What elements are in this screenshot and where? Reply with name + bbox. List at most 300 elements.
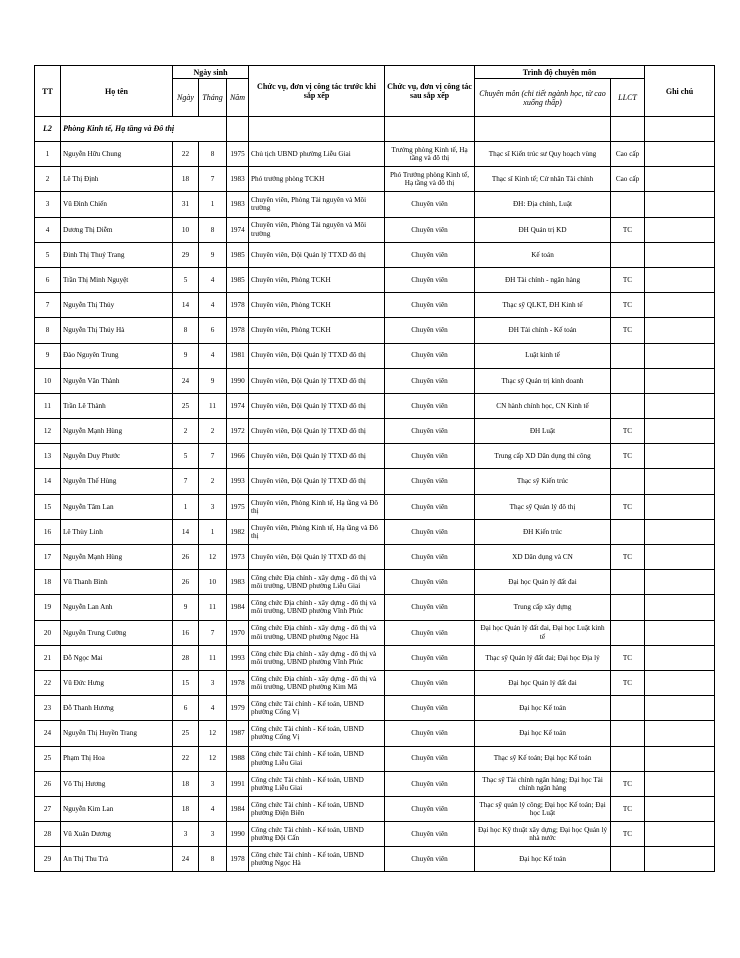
row-position-before: Chuyên viên, Phòng TCKH: [249, 318, 385, 343]
row-name: Trần Lê Thành: [61, 393, 173, 418]
row-birth-month: 11: [199, 595, 227, 620]
table-row: [35, 343, 715, 368]
row-birth-month: 2: [199, 469, 227, 494]
row-birth-month: 4: [199, 796, 227, 821]
row-name: Nguyễn Lan Anh: [61, 595, 173, 620]
row-position-before: Chuyên viên, Đội Quản lý TTXD đô thị: [249, 242, 385, 267]
row-birth-day: 6: [173, 696, 199, 721]
row-name: Lê Thị Định: [61, 167, 173, 192]
row-name: Nguyễn Thị Thủy: [61, 293, 173, 318]
row-notes: [645, 293, 715, 318]
row-notes: [645, 670, 715, 695]
row-name: Nguyễn Văn Thành: [61, 368, 173, 393]
row-specialty: Đại học Quản lý đất đai: [475, 570, 611, 595]
row-birth-year: 1978: [227, 847, 249, 872]
row-position-before: Công chức Tài chính - Kế toán, UBND phường Ngọc Hà: [249, 847, 385, 872]
row-position-after: Trưởng phòng Kinh tế, Hạ tầng và đô thị: [385, 142, 475, 167]
row-number: 20: [35, 620, 61, 645]
row-specialty: Đại học Kế toán: [475, 721, 611, 746]
row-name: Đỗ Thanh Hương: [61, 696, 173, 721]
row-position-after: Chuyên viên: [385, 822, 475, 847]
row-llct: [611, 595, 645, 620]
row-specialty: Đại học Kế toán: [475, 696, 611, 721]
row-specialty: Thạc sỹ Kế toán; Đại học Kế toán: [475, 746, 611, 771]
row-position-after: Chuyên viên: [385, 293, 475, 318]
row-number: 16: [35, 519, 61, 544]
row-birth-day: 18: [173, 796, 199, 821]
row-notes: [645, 721, 715, 746]
row-name: Đinh Thị Thuý Trang: [61, 242, 173, 267]
row-position-before: Công chức Địa chính - xây dựng - đô thị và môi trường, UBND phường Vĩnh Phúc: [249, 645, 385, 670]
row-position-after: Chuyên viên: [385, 469, 475, 494]
row-birth-month: 1: [199, 519, 227, 544]
row-position-before: Công chức Tài chính - Kế toán, UBND phường Đội Cấn: [249, 822, 385, 847]
row-birth-year: 1974: [227, 393, 249, 418]
row-position-before: Phó trưởng phòng TCKH: [249, 167, 385, 192]
row-birth-year: 1988: [227, 746, 249, 771]
row-llct: [611, 620, 645, 645]
row-birth-year: 1973: [227, 545, 249, 570]
row-name: Vũ Thanh Bình: [61, 570, 173, 595]
row-name: Nguyễn Hữu Chung: [61, 142, 173, 167]
row-birth-month: 4: [199, 293, 227, 318]
row-birth-month: 10: [199, 570, 227, 595]
row-birth-day: 26: [173, 545, 199, 570]
header-name: Họ tên: [61, 66, 173, 117]
row-position-after: Chuyên viên: [385, 419, 475, 444]
row-specialty: ĐH Luật: [475, 419, 611, 444]
row-name: Vũ Đức Hưng: [61, 670, 173, 695]
row-name: Dương Thị Diễm: [61, 217, 173, 242]
row-birth-day: 28: [173, 645, 199, 670]
row-notes: [645, 393, 715, 418]
row-specialty: Thạc sĩ Kinh tế; Cử nhân Tài chính: [475, 167, 611, 192]
table-row: [35, 167, 715, 192]
row-position-before: Công chức Tài chính - Kế toán, UBND phường Cống Vị: [249, 721, 385, 746]
row-specialty: XD Dân dụng và CN: [475, 545, 611, 570]
row-notes: [645, 570, 715, 595]
row-position-before: Chuyên viên, Đội Quản lý TTXD đô thị: [249, 444, 385, 469]
row-position-before: Công chức Địa chính - xây dựng - đô thị và môi trường, UBND phường Kim Mã: [249, 670, 385, 695]
row-position-after: Chuyên viên: [385, 343, 475, 368]
row-birth-month: 4: [199, 267, 227, 292]
row-position-before: Công chức Địa chính - xây dựng - đô thị và môi trường, UBND phường Vĩnh Phúc: [249, 595, 385, 620]
row-birth-day: 29: [173, 242, 199, 267]
row-name: Trần Thị Minh Nguyệt: [61, 267, 173, 292]
row-number: 27: [35, 796, 61, 821]
table-row: [35, 696, 715, 721]
header-specialty: Chuyên môn (chi tiết ngành học, từ cao xuống thấp): [475, 79, 611, 117]
row-notes: [645, 746, 715, 771]
row-name: An Thị Thu Trà: [61, 847, 173, 872]
row-position-after: Chuyên viên: [385, 620, 475, 645]
row-notes: [645, 847, 715, 872]
row-birth-year: 1975: [227, 494, 249, 519]
row-position-before: Chuyên viên, Đội Quản lý TTXD đô thị: [249, 545, 385, 570]
header-llct: LLCT: [611, 79, 645, 117]
row-name: Nguyễn Duy Phước: [61, 444, 173, 469]
row-specialty: ĐH Tài chính - Kế toán: [475, 318, 611, 343]
row-llct: [611, 343, 645, 368]
row-birth-day: 22: [173, 746, 199, 771]
row-specialty: Thạc sỹ Kiến trúc: [475, 469, 611, 494]
row-birth-day: 9: [173, 343, 199, 368]
header-month: Tháng: [199, 79, 227, 117]
row-birth-year: 1984: [227, 595, 249, 620]
row-position-before: Chuyên viên, Phòng TCKH: [249, 267, 385, 292]
row-llct: [611, 746, 645, 771]
row-llct: [611, 393, 645, 418]
row-llct: TC: [611, 444, 645, 469]
row-birth-year: 1975: [227, 142, 249, 167]
row-position-before: Công chức Tài chính - Kế toán, UBND phường Cống Vị: [249, 696, 385, 721]
row-llct: [611, 570, 645, 595]
table-row: [35, 771, 715, 796]
row-position-after: Chuyên viên: [385, 318, 475, 343]
row-birth-month: 6: [199, 318, 227, 343]
row-position-before: Chuyên viên, Phòng TCKH: [249, 293, 385, 318]
row-birth-day: 2: [173, 419, 199, 444]
row-number: 10: [35, 368, 61, 393]
table-row: [35, 393, 715, 418]
row-birth-month: 3: [199, 771, 227, 796]
row-specialty: CN hành chính học, CN Kinh tế: [475, 393, 611, 418]
table-row: [35, 217, 715, 242]
row-number: 6: [35, 267, 61, 292]
row-birth-month: 4: [199, 696, 227, 721]
row-birth-year: 1978: [227, 670, 249, 695]
row-notes: [645, 343, 715, 368]
row-position-after: Chuyên viên: [385, 242, 475, 267]
row-number: 29: [35, 847, 61, 872]
row-llct: [611, 519, 645, 544]
row-position-before: Chuyên viên, Phòng Tài nguyên và Môi trường: [249, 192, 385, 217]
row-birth-month: 4: [199, 343, 227, 368]
row-number: 24: [35, 721, 61, 746]
row-position-before: Chuyên viên, Đội Quản lý TTXD đô thị: [249, 368, 385, 393]
row-name: Đào Nguyên Trung: [61, 343, 173, 368]
row-position-after: Chuyên viên: [385, 192, 475, 217]
row-number: 5: [35, 242, 61, 267]
row-position-before: Chuyên viên, Đội Quản lý TTXD đô thị: [249, 469, 385, 494]
row-birth-day: 14: [173, 293, 199, 318]
row-specialty: ĐH Tài chính - ngân hàng: [475, 267, 611, 292]
row-birth-day: 24: [173, 368, 199, 393]
row-llct: [611, 192, 645, 217]
row-position-after: Chuyên viên: [385, 393, 475, 418]
row-specialty: Thạc sĩ Kiến trúc sư Quy hoạch vùng: [475, 142, 611, 167]
row-birth-month: 12: [199, 746, 227, 771]
row-number: 7: [35, 293, 61, 318]
header-day: Ngày: [173, 79, 199, 117]
table-row: [35, 192, 715, 217]
section-number: L2: [35, 117, 61, 142]
row-position-after: Chuyên viên: [385, 267, 475, 292]
row-notes: [645, 620, 715, 645]
row-notes: [645, 419, 715, 444]
header-year: Năm: [227, 79, 249, 117]
row-position-before: Chuyên viên, Đội Quản lý TTXD đô thị: [249, 343, 385, 368]
table-row: [35, 318, 715, 343]
row-birth-day: 25: [173, 721, 199, 746]
row-number: 14: [35, 469, 61, 494]
table-row: [35, 847, 715, 872]
row-position-after: Chuyên viên: [385, 368, 475, 393]
row-birth-year: 1982: [227, 519, 249, 544]
row-position-before: Công chức Địa chính - xây dựng - đô thị và môi trường, UBND phường Liễu Giai: [249, 570, 385, 595]
row-birth-day: 22: [173, 142, 199, 167]
table-row: [35, 293, 715, 318]
row-llct: TC: [611, 771, 645, 796]
row-birth-month: 7: [199, 620, 227, 645]
row-name: Nguyễn Thế Hùng: [61, 469, 173, 494]
row-position-after: Chuyên viên: [385, 721, 475, 746]
row-llct: Cao cấp: [611, 167, 645, 192]
table-row: [35, 721, 715, 746]
row-number: 26: [35, 771, 61, 796]
row-birth-day: 16: [173, 620, 199, 645]
row-number: 23: [35, 696, 61, 721]
row-llct: TC: [611, 293, 645, 318]
row-birth-month: 8: [199, 847, 227, 872]
row-llct: TC: [611, 494, 645, 519]
row-number: 19: [35, 595, 61, 620]
row-birth-year: 1990: [227, 822, 249, 847]
row-number: 11: [35, 393, 61, 418]
row-birth-year: 1970: [227, 620, 249, 645]
table-row: [35, 519, 715, 544]
table-row: [35, 822, 715, 847]
row-notes: [645, 217, 715, 242]
row-birth-day: 1: [173, 494, 199, 519]
row-llct: TC: [611, 267, 645, 292]
row-specialty: Luật kinh tế: [475, 343, 611, 368]
header-qualification: Trình độ chuyên môn: [475, 66, 645, 79]
row-position-after: Chuyên viên: [385, 645, 475, 670]
row-notes: [645, 368, 715, 393]
row-specialty: Trung cấp XD Dân dụng thi công: [475, 444, 611, 469]
row-position-before: Công chức Địa chính - xây dựng - đô thị và môi trường, UBND phường Ngọc Hà: [249, 620, 385, 645]
row-notes: [645, 545, 715, 570]
row-specialty: Thạc sỹ QLKT, ĐH Kinh tế: [475, 293, 611, 318]
row-birth-year: 1974: [227, 217, 249, 242]
row-birth-year: 1978: [227, 318, 249, 343]
table-row: [35, 595, 715, 620]
row-notes: [645, 444, 715, 469]
table-row: [35, 368, 715, 393]
row-position-after: Chuyên viên: [385, 595, 475, 620]
row-number: 2: [35, 167, 61, 192]
section-row: [35, 117, 715, 142]
row-number: 13: [35, 444, 61, 469]
row-position-after: Phó Trưởng phòng Kinh tế, Hạ tầng và đô thị: [385, 167, 475, 192]
row-birth-year: 1985: [227, 267, 249, 292]
row-notes: [645, 318, 715, 343]
staff-table: [34, 65, 715, 872]
row-birth-month: 11: [199, 393, 227, 418]
row-number: 3: [35, 192, 61, 217]
row-llct: [611, 847, 645, 872]
row-position-before: Chủ tịch UBND phường Liễu Giai: [249, 142, 385, 167]
row-llct: TC: [611, 545, 645, 570]
row-name: Nguyễn Mạnh Hùng: [61, 419, 173, 444]
row-specialty: Đại học Quản lý đất đai, Đại học Luật kinh tế: [475, 620, 611, 645]
row-number: 28: [35, 822, 61, 847]
row-birth-day: 14: [173, 519, 199, 544]
row-specialty: Đại học Kỹ thuật xây dựng; Đại học Quản lý nhà nước: [475, 822, 611, 847]
row-llct: [611, 696, 645, 721]
header-notes: Ghi chú: [645, 66, 715, 117]
row-birth-day: 8: [173, 318, 199, 343]
row-birth-year: 1993: [227, 645, 249, 670]
row-name: Nguyễn Kim Lan: [61, 796, 173, 821]
row-birth-day: 15: [173, 670, 199, 695]
row-birth-year: 1983: [227, 192, 249, 217]
row-number: 8: [35, 318, 61, 343]
row-notes: [645, 469, 715, 494]
row-position-after: Chuyên viên: [385, 519, 475, 544]
row-birth-month: 12: [199, 721, 227, 746]
row-position-after: Chuyên viên: [385, 545, 475, 570]
row-birth-month: 1: [199, 192, 227, 217]
row-llct: TC: [611, 419, 645, 444]
row-notes: [645, 142, 715, 167]
row-llct: [611, 242, 645, 267]
row-name: Nguyễn Thị Huyền Trang: [61, 721, 173, 746]
row-position-before: Công chức Tài chính - Kế toán, UBND phường Điện Biên: [249, 796, 385, 821]
row-name: Đỗ Ngọc Mai: [61, 645, 173, 670]
row-specialty: Thạc sỹ quản lý công; Đại học Kế toán; Đại học Luật: [475, 796, 611, 821]
row-birth-year: 1966: [227, 444, 249, 469]
row-birth-month: 8: [199, 217, 227, 242]
header-tt: TT: [35, 66, 61, 117]
row-birth-year: 1987: [227, 721, 249, 746]
table-row: [35, 419, 715, 444]
row-birth-day: 10: [173, 217, 199, 242]
table-row: [35, 242, 715, 267]
row-number: 22: [35, 670, 61, 695]
row-name: Phạm Thị Hoa: [61, 746, 173, 771]
row-name: Nguyễn Trung Cường: [61, 620, 173, 645]
row-birth-month: 11: [199, 645, 227, 670]
row-number: 25: [35, 746, 61, 771]
row-birth-month: 7: [199, 167, 227, 192]
row-birth-year: 1981: [227, 343, 249, 368]
row-position-after: Chuyên viên: [385, 746, 475, 771]
row-birth-year: 1978: [227, 293, 249, 318]
row-position-before: Công chức Tài chính - Kế toán, UBND phường Liễu Giai: [249, 746, 385, 771]
row-notes: [645, 192, 715, 217]
table-row: [35, 469, 715, 494]
row-birth-month: 7: [199, 444, 227, 469]
row-specialty: Thạc sỹ Quản trị kinh doanh: [475, 368, 611, 393]
row-notes: [645, 595, 715, 620]
row-birth-day: 25: [173, 393, 199, 418]
row-specialty: Đại học Quản lý đất đai: [475, 670, 611, 695]
row-birth-day: 18: [173, 167, 199, 192]
row-position-after: Chuyên viên: [385, 494, 475, 519]
header-birthdate: Ngày sinh: [173, 66, 249, 79]
row-birth-year: 1984: [227, 796, 249, 821]
table-row: [35, 267, 715, 292]
table-row: [35, 494, 715, 519]
row-position-after: Chuyên viên: [385, 670, 475, 695]
row-notes: [645, 796, 715, 821]
row-specialty: Kế toán: [475, 242, 611, 267]
row-specialty: ĐH: Địa chính, Luật: [475, 192, 611, 217]
row-birth-day: 9: [173, 595, 199, 620]
row-llct: TC: [611, 318, 645, 343]
row-notes: [645, 771, 715, 796]
row-position-after: Chuyên viên: [385, 217, 475, 242]
row-notes: [645, 167, 715, 192]
row-birth-day: 18: [173, 771, 199, 796]
row-number: 9: [35, 343, 61, 368]
row-number: 12: [35, 419, 61, 444]
row-llct: TC: [611, 670, 645, 695]
row-name: Vũ Đình Chiến: [61, 192, 173, 217]
row-birth-day: 7: [173, 469, 199, 494]
row-birth-day: 26: [173, 570, 199, 595]
row-notes: [645, 519, 715, 544]
row-position-before: Chuyên viên, Phòng Tài nguyên và Môi trường: [249, 217, 385, 242]
row-name: Vũ Xuân Dương: [61, 822, 173, 847]
row-birth-day: 5: [173, 444, 199, 469]
row-birth-day: 31: [173, 192, 199, 217]
table-row: [35, 142, 715, 167]
row-birth-month: 2: [199, 419, 227, 444]
row-notes: [645, 696, 715, 721]
row-notes: [645, 267, 715, 292]
table-row: [35, 545, 715, 570]
document-page: [34, 65, 715, 872]
row-birth-day: 5: [173, 267, 199, 292]
row-specialty: Thạc sỹ Quản lý đô thị: [475, 494, 611, 519]
row-birth-year: 1983: [227, 167, 249, 192]
row-position-after: Chuyên viên: [385, 847, 475, 872]
row-name: Nguyễn Thị Thúy Hà: [61, 318, 173, 343]
row-birth-month: 3: [199, 822, 227, 847]
row-specialty: ĐH Kiến trúc: [475, 519, 611, 544]
row-birth-year: 1972: [227, 419, 249, 444]
row-specialty: Đại học Kế toán: [475, 847, 611, 872]
row-number: 17: [35, 545, 61, 570]
row-birth-month: 3: [199, 494, 227, 519]
row-notes: [645, 242, 715, 267]
row-specialty: Trung cấp xây dựng: [475, 595, 611, 620]
row-specialty: Thạc sỹ Quản lý đất đai; Đại học Địa lý: [475, 645, 611, 670]
header-position-before: Chức vụ, đơn vị công tác trước khi sắp xếp: [249, 66, 385, 117]
row-birth-month: 3: [199, 670, 227, 695]
row-number: 1: [35, 142, 61, 167]
row-name: Lê Thùy Linh: [61, 519, 173, 544]
row-birth-month: 9: [199, 368, 227, 393]
row-llct: [611, 368, 645, 393]
row-position-before: Công chức Tài chính - Kế toán, UBND phường Liễu Giai: [249, 771, 385, 796]
row-position-after: Chuyên viên: [385, 796, 475, 821]
row-position-before: Chuyên viên, Đội Quản lý TTXD đô thị: [249, 393, 385, 418]
table-row: [35, 570, 715, 595]
row-birth-year: 1991: [227, 771, 249, 796]
row-birth-year: 1983: [227, 570, 249, 595]
row-notes: [645, 822, 715, 847]
row-notes: [645, 645, 715, 670]
row-position-before: Chuyên viên, Đội Quản lý TTXD đô thị: [249, 419, 385, 444]
row-llct: TC: [611, 217, 645, 242]
section-name: Phòng Kinh tế, Hạ tầng và Đô thị: [61, 117, 227, 142]
row-name: Võ Thị Hương: [61, 771, 173, 796]
row-birth-year: 1993: [227, 469, 249, 494]
